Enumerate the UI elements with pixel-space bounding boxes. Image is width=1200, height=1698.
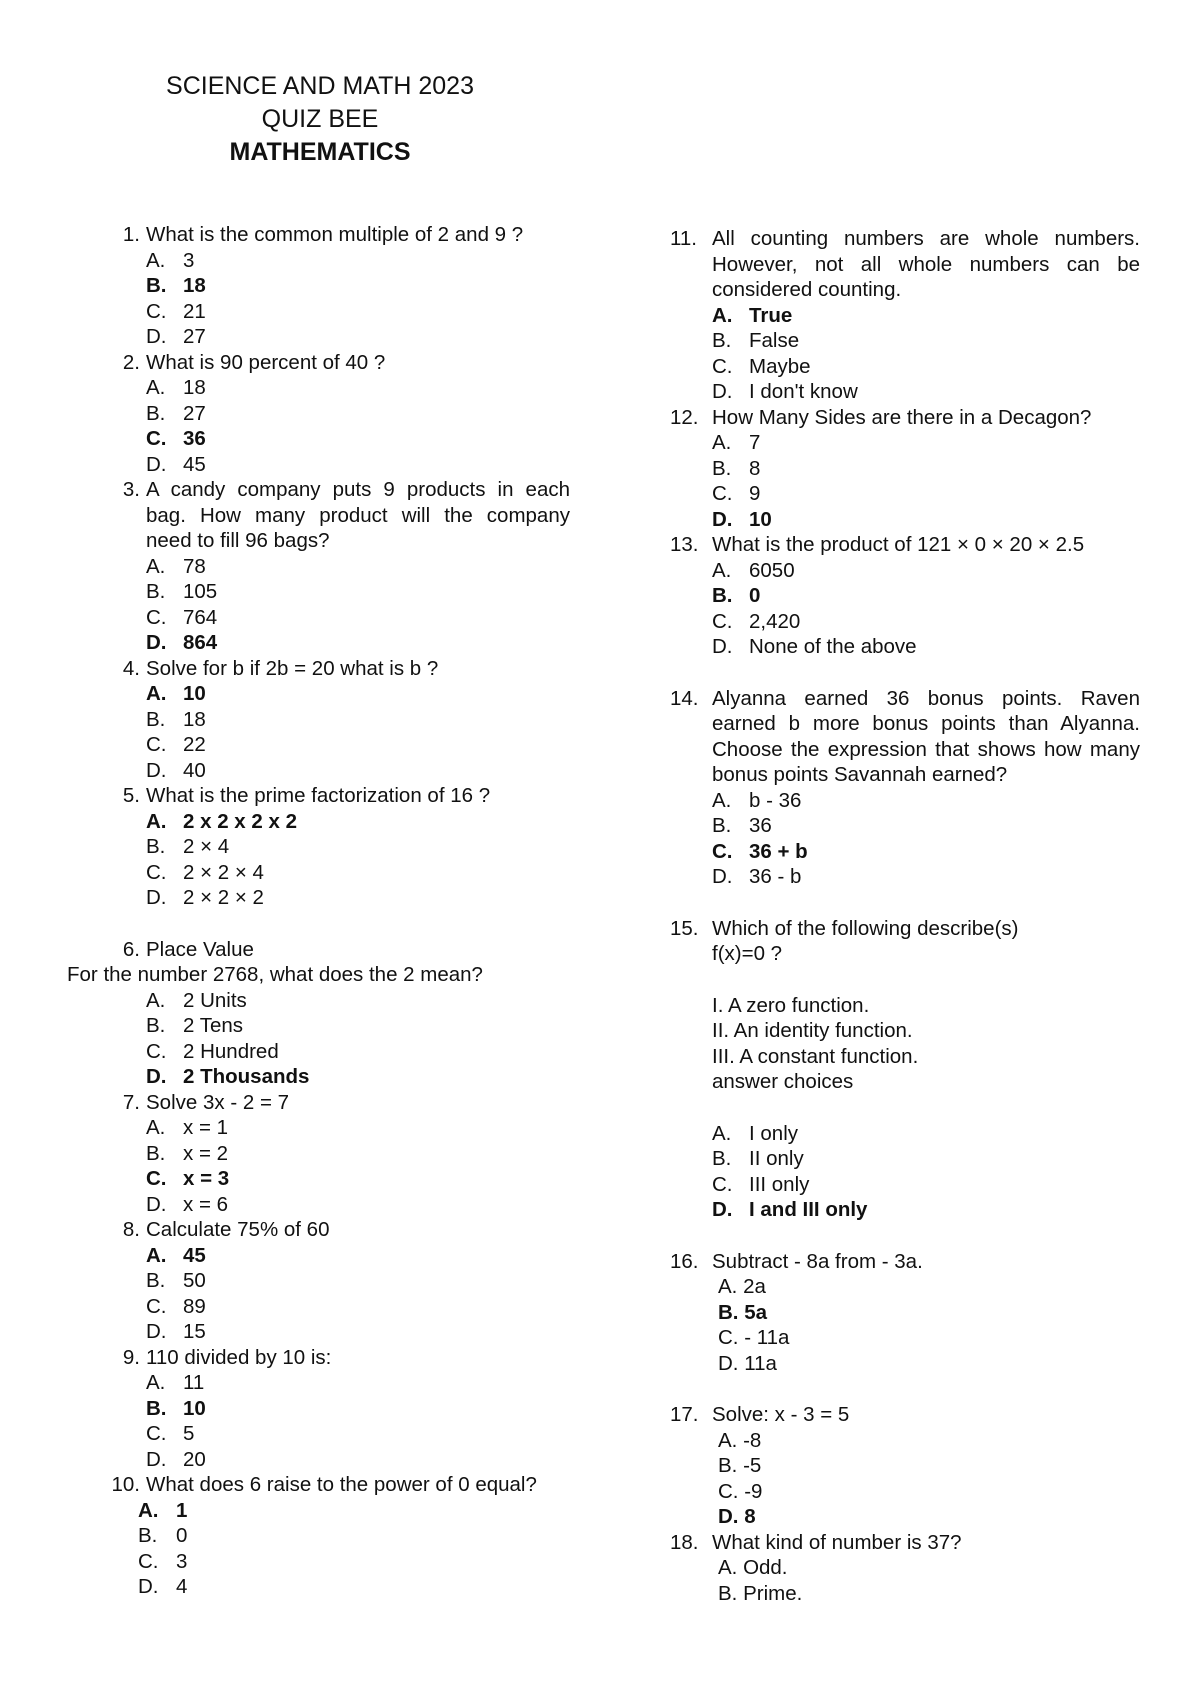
spacer [670,1376,1140,1402]
statement-3: III. A constant function. [712,1044,919,1068]
option-d-correct: D. 10 [712,507,772,531]
question-11 [670,226,1140,405]
question-text: What is the prime factorization of 16 ? [146,784,491,807]
option-d: D. 40 [146,758,206,782]
question-text: A candy company puts 9 products in each bag. How many product will the company need to fill 96 bags? [146,478,570,552]
question-number: 7. [122,1090,140,1114]
option-a: A. 11 [146,1371,205,1394]
option-a: A. 6050 [712,558,795,582]
question-number: 16. [670,1249,699,1273]
header-title: SCIENCE AND MATH 2023 [166,72,474,100]
option-b: B. -5 [718,1454,762,1477]
question-subtext: For the number 2768, what does the 2 mean? [67,963,483,986]
left-column [67,222,570,1600]
option-b-correct: B. 5a [718,1300,767,1324]
option-b: B. 2 Tens [146,1014,244,1037]
question-number: 13. [670,533,699,556]
question-5 [100,783,570,911]
option-c: C. - 11a [718,1326,790,1349]
option-d-correct: D. 2 Thousands [146,1065,310,1088]
option-a: A. x = 1 [146,1116,229,1139]
option-c: C. 2 Hundred [146,1039,279,1063]
option-c: C. 2,420 [712,609,801,633]
question-4 [100,656,570,784]
option-c: C. 3 [138,1549,188,1573]
question-number: 14. [670,686,699,710]
option-b: B. 105 [146,580,218,603]
option-d: D. 27 [146,325,206,348]
question-number: 15. [670,916,699,940]
option-c: C. III only [712,1172,810,1196]
question-number: 5. [122,784,140,807]
option-c: C. 22 [146,733,206,756]
question-text: All counting numbers are whole numbers. However, not all whole numbers can be considered counting. [712,227,1140,301]
option-a: A. 2 Units [146,988,247,1012]
option-d-correct: D. 8 [718,1505,756,1528]
question-3 [100,477,570,656]
question-text: 110 divided by 10 is: [146,1345,332,1369]
option-b: B. II only [712,1147,804,1170]
question-number: 17. [670,1403,699,1426]
question-number: 11. [670,227,697,250]
option-b: B. 8 [712,456,761,480]
question-number: 4. [122,656,140,680]
option-a-correct: A. 2 x 2 x 2 x 2 [146,809,297,833]
option-a: A. 3 [146,248,195,272]
option-b: B. 18 [146,707,206,731]
option-b: B. 2 × 4 [146,835,230,858]
question-14 [670,686,1140,890]
option-c: C. 2 × 2 × 4 [146,860,264,884]
option-d: D. 4 [138,1575,188,1598]
question-text: Solve for b if 2b = 20 what is b ? [146,656,439,680]
option-d: D. 11a [718,1351,777,1375]
question-text: What is 90 percent of 40 ? [146,350,386,374]
statement-2: II. An identity function. [712,1019,913,1042]
option-c: C. 89 [146,1294,206,1318]
question-17 [670,1402,1140,1530]
question-text: What does 6 raise to the power of 0 equal? [146,1473,537,1496]
option-a: A. I only [712,1121,798,1145]
question-12 [670,405,1140,533]
question-number: 18. [670,1530,699,1554]
option-b: B. 27 [146,401,206,425]
option-d-correct: D. I and III only [712,1198,868,1221]
question-text: Place Value [146,937,254,961]
option-b-correct: B. 18 [146,274,206,297]
header-subtitle: QUIZ BEE [261,105,379,133]
question-13 [670,532,1140,660]
option-b: B. 50 [146,1269,206,1292]
spacer [670,967,1140,993]
spacer [670,1095,1140,1121]
question-text: Alyanna earned 36 bonus points. Raven earned b more bonus points than Alyanna. Choose the expression that shows how many bonus points Savannah earned? [712,686,1140,786]
question-1 [100,222,570,350]
option-a: A. 78 [146,554,206,578]
question-text: Solve 3x - 2 = 7 [146,1090,290,1114]
option-b: B. False [712,329,800,352]
question-number: 10. [111,1473,140,1496]
question-6 [67,937,570,1090]
option-c: C. 9 [712,482,761,505]
spacer [670,660,1140,686]
question-number: 12. [670,405,699,429]
question-text: Solve: x - 3 = 5 [712,1403,850,1426]
option-a-correct: A. 10 [146,682,206,705]
question-number: 9. [122,1345,140,1369]
question-18 [670,1530,1140,1607]
question-text: Which of the following describe(s) [712,916,1019,940]
option-a-correct: A. True [712,303,793,327]
spacer [100,911,570,937]
question-text: Subtract - 8a from - 3a. [712,1249,923,1273]
option-a: A. 18 [146,376,206,399]
question-expression: f(x)=0 ? [712,942,783,965]
option-d: D. I don't know [712,380,858,403]
question-9 [100,1345,570,1473]
option-a: A. -8 [718,1428,762,1452]
document-header [140,70,500,169]
question-text: What kind of number is 37? [712,1530,962,1554]
option-c: C. 21 [146,299,206,323]
option-c: C. 5 [146,1422,195,1445]
option-c: C. -9 [718,1479,763,1503]
option-d: D. 45 [146,452,206,476]
option-d: D. 15 [146,1320,206,1343]
question-number: 1. [122,223,140,246]
statement-1: I. A zero function. [712,993,870,1017]
option-b: B. x = 2 [146,1141,229,1165]
option-b: B. 36 [712,814,772,837]
option-a: A. b - 36 [712,788,802,812]
option-a: A. 2a [718,1275,766,1298]
header-subject: MATHEMATICS [229,138,411,166]
question-text: Calculate 75% of 60 [146,1218,330,1241]
option-c: C. Maybe [712,354,811,378]
question-2 [100,350,570,478]
option-c-correct: C. 36 [146,427,206,450]
option-b-correct: B. 10 [146,1396,206,1420]
option-c-correct: C. x = 3 [146,1167,230,1190]
option-b: B. Prime. [718,1581,803,1605]
question-text: What is the product of 121 × 0 × 20 × 2.5 [712,533,1085,556]
option-a: A. Odd. [718,1556,788,1579]
option-d: D. 36 - b [712,865,802,888]
option-a: A. 7 [712,431,761,454]
question-number: 6. [122,937,140,961]
option-b-correct: B. 0 [712,584,761,607]
question-10 [100,1472,570,1600]
question-number: 2. [122,350,140,374]
answer-choices-label: answer choices [712,1070,854,1093]
spacer [670,1223,1140,1249]
question-text: What is the common multiple of 2 and 9 ? [146,223,524,246]
option-a-correct: A. 1 [138,1498,188,1522]
option-d: D. None of the above [712,635,917,658]
right-column [670,226,1140,1606]
option-c: C. 764 [146,605,218,629]
question-16 [670,1249,1140,1377]
option-d: D. 2 × 2 × 2 [146,886,264,909]
question-number: 8. [122,1218,140,1241]
option-b: B. 0 [138,1524,188,1547]
spacer [670,890,1140,916]
question-7 [100,1090,570,1218]
question-15 [670,916,1140,1223]
option-c-correct: C. 36 + b [712,839,808,863]
question-text: How Many Sides are there in a Decagon? [712,405,1092,429]
question-8 [100,1217,570,1345]
option-d: D. 20 [146,1447,206,1471]
option-d-correct: D. 864 [146,631,218,654]
option-a-correct: A. 45 [146,1243,206,1267]
option-d: D. x = 6 [146,1192,229,1216]
question-number: 3. [122,478,140,501]
